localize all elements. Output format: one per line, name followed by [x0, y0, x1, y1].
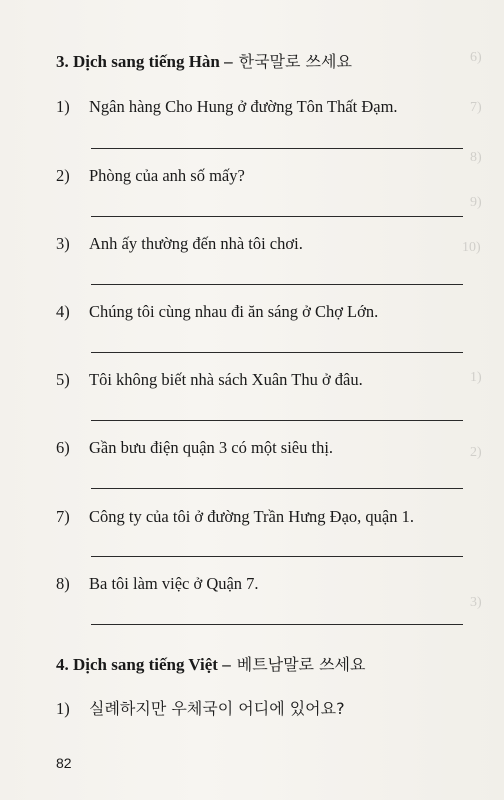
item-number: 1) [56, 699, 70, 718]
exercise-item [56, 234, 303, 254]
item-text: Ngân hàng Cho Hung ở đường Tôn Thất Đạm. [89, 97, 398, 116]
bleed-through-text: 8) [470, 150, 482, 165]
exercise-item [56, 574, 259, 594]
item-text: Tôi không biết nhà sách Xuân Thu ở đâu. [89, 370, 363, 389]
exercise-item [56, 97, 398, 117]
section-3-title-korean: 한국말로 쓰세요 [238, 52, 352, 71]
item-text: Anh ấy thường đến nhà tôi chơi. [89, 234, 303, 253]
item-number: 3) [56, 234, 70, 253]
section-3-heading [56, 49, 352, 72]
exercise-item [56, 370, 363, 390]
bleed-through-text: 7) [470, 100, 482, 115]
item-text: 실례하지만 우체국이 어디에 있어요? [89, 699, 345, 718]
answer-line[interactable] [91, 420, 463, 421]
exercise-item [56, 507, 414, 527]
item-number: 2) [56, 166, 70, 185]
item-text: Phòng của anh số mấy? [89, 166, 245, 185]
section-4-title-korean: 베트남말로 쓰세요 [236, 655, 366, 674]
item-number: 4) [56, 302, 70, 321]
bleed-through-text: 2) [470, 445, 482, 460]
item-number: 5) [56, 370, 70, 389]
exercise-item [56, 696, 345, 719]
bleed-through-text: 1) [470, 370, 482, 385]
item-number: 8) [56, 574, 70, 593]
answer-line[interactable] [91, 148, 463, 149]
item-text: Ba tôi làm việc ở Quận 7. [89, 574, 259, 593]
section-3-title: 3. Dịch sang tiếng Hàn – [56, 52, 233, 71]
section-4-heading [56, 652, 365, 675]
answer-line[interactable] [91, 556, 463, 557]
item-number: 7) [56, 507, 70, 526]
exercise-item [56, 302, 378, 322]
bleed-through-text: 3) [470, 595, 482, 610]
answer-line[interactable] [91, 352, 463, 353]
exercise-item [56, 438, 333, 458]
item-text: Gần bưu điện quận 3 có một siêu thị. [89, 438, 334, 457]
item-number: 1) [56, 97, 70, 116]
section-4-title: 4. Dịch sang tiếng Việt – [56, 655, 231, 674]
bleed-through-text: 6) [470, 50, 482, 65]
exercise-item [56, 166, 245, 186]
item-number: 6) [56, 438, 70, 457]
bleed-through-text: 9) [470, 195, 482, 210]
answer-line[interactable] [91, 284, 463, 285]
answer-line[interactable] [91, 216, 463, 217]
item-text: Chúng tôi cùng nhau đi ăn sáng ở Chợ Lớn. [89, 302, 379, 321]
bleed-through-text: 10) [462, 240, 481, 255]
answer-line[interactable] [91, 488, 463, 489]
item-text: Công ty của tôi ở đường Trần Hưng Đạo, quận 1. [89, 507, 414, 526]
answer-line[interactable] [91, 624, 463, 625]
page-number: 82 [56, 755, 72, 771]
